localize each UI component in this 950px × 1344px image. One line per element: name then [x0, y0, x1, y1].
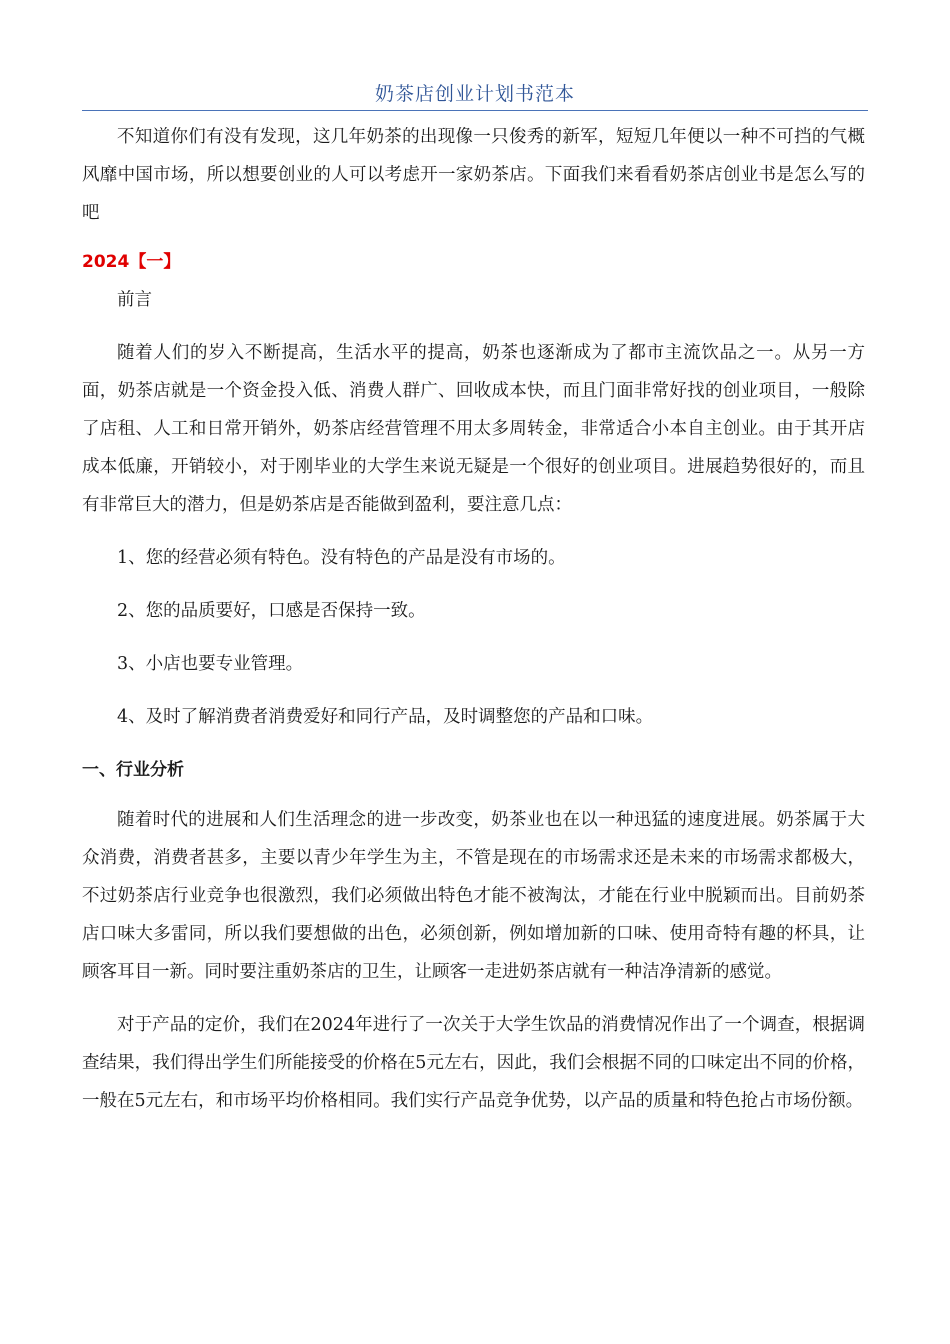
- point-item-1: 1、您的经营必须有特色。没有特色的产品是没有市场的。: [117, 548, 566, 568]
- section-label-2024: 2024【一】: [82, 252, 181, 272]
- preface-paragraph: 随着人们的岁入不断提高，生活水平的提高，奶茶也逐渐成为了都市主流饮品之一。从另一方面，奶茶店就是一个资金投入低、消费人群广、回收成本快，而且门面非常好找的创业项目，一般除了店租、人工和日常开销外，奶茶店经营管理不用太多周转金，非常适合小本自主创业。由于其开店成本低廉，开销较小，对于刚毕业的大学生来说无疑是一个很好的创业项目。进展趋势很好的，而且有非常巨大的潜力，但是奶茶店是否能做到盈利，要注意几点：: [82, 343, 865, 515]
- point-item-4: 4、及时了解消费者消费爱好和同行产品，及时调整您的产品和口味。: [117, 707, 654, 727]
- page-header: [82, 78, 868, 111]
- document-body: [82, 118, 865, 1135]
- industry-paragraph-2: 对于产品的定价，我们在2024年进行了一次关于大学生饮品的消费情况作出了一个调查，根据调查结果，我们得出学生们所能接受的价格在5元左右，因此，我们会根据不同的口味定出不同的价格，一般在5元左右，和市场平均价格相同。我们实行产品竞争优势，以产品的质量和特色抢占市场份额。: [82, 1015, 865, 1111]
- intro-paragraph: 不知道你们有没有发现，这几年奶茶的出现像一只俊秀的新军，短短几年便以一种不可挡的气概风靡中国市场，所以想要创业的人可以考虑开一家奶茶店。下面我们来看看奶茶店创业书是怎么写的吧: [82, 127, 865, 223]
- preface-title: 前言: [117, 290, 152, 310]
- point-item-3: 3、小店也要专业管理。: [117, 654, 304, 674]
- document-title: 奶茶店创业计划书范本: [374, 83, 575, 105]
- industry-analysis-heading: 一、行业分析: [82, 760, 184, 780]
- industry-paragraph-1: 随着时代的进展和人们生活理念的进一步改变，奶茶业也在以一种迅猛的速度进展。奶茶属于大众消费，消费者甚多，主要以青少年学生为主，不管是现在的市场需求还是未来的市场需求都极大，不过奶茶店行业竞争也很激烈，我们必须做出特色才能不被淘汰，才能在行业中脱颖而出。目前奶茶店口味大多雷同，所以我们要想做的出色，必须创新，例如增加新的口味、使用奇特有趣的杯具，让顾客耳目一新。同时要注重奶茶店的卫生，让顾客一走进奶茶店就有一种洁净清新的感觉。: [82, 810, 865, 982]
- point-item-2: 2、您的品质要好，口感是否保持一致。: [117, 601, 426, 621]
